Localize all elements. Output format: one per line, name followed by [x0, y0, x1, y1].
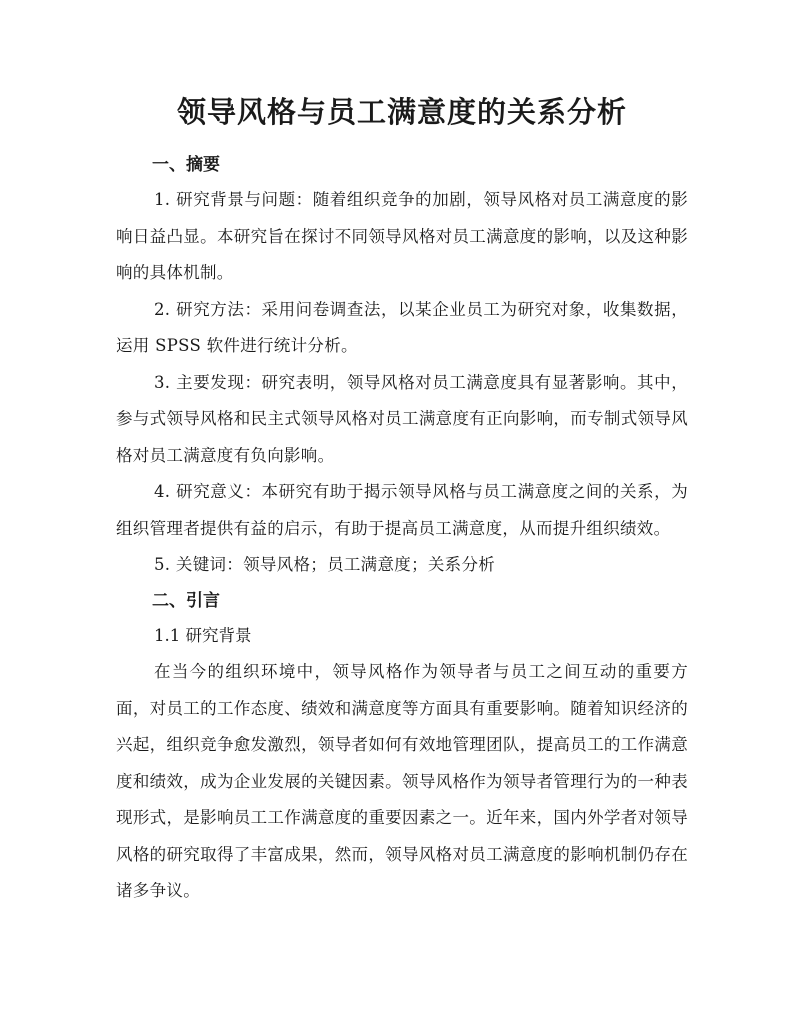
- abstract-paragraph-method: 2. 研究方法：采用问卷调查法，以某企业员工为研究对象，收集数据，运用 SPSS 软件进行统计分析。: [116, 299, 688, 355]
- section-heading-introduction: 二、引言: [152, 590, 220, 611]
- abstract-paragraph-background: 1. 研究背景与问题：随着组织竞争的加剧，领导风格对员工满意度的影响日益凸显。本研究旨在探讨不同领导风格对员工满意度的影响，以及这种影响的具体机制。: [116, 190, 688, 282]
- abstract-paragraph-findings: 3. 主要发现：研究表明，领导风格对员工满意度具有显著影响。其中，参与式领导风格和民主式领导风格对员工满意度有正向影响，而专制式领导风格对员工满意度有负向影响。: [116, 372, 688, 465]
- abstract-paragraph-significance: 4. 研究意义：本研究有助于揭示领导风格与员工满意度之间的关系，为组织管理者提供有益的启示，有助于提高员工满意度，从而提升组织绩效。: [116, 482, 688, 538]
- document-page: [116, 92, 688, 910]
- section-heading-abstract: 一、摘要: [152, 155, 220, 175]
- abstract-paragraph-keywords: 5. 关键词：领导风格；员工满意度；关系分析: [154, 555, 496, 574]
- introduction-paragraph: 在当今的组织环境中，领导风格作为领导者与员工之间互动的重要方面，对员工的工作态度、绩效和满意度等方面具有重要影响。随着知识经济的兴起，组织竞争愈发激烈，领导者如何有效地管理团队，提高员工的工作满意度和绩效，成为企业发展的关键因素。领导风格作为领导者管理行为的一种表现形式，是影响员工工作满意度的重要因素之一。近年来，国内外学者对领导风格的研究取得了丰富成果，然而，领导风格对员工满意度的影响机制仍存在诸多争议。: [116, 662, 688, 900]
- subsection-heading-background: 1.1 研究背景: [154, 625, 252, 645]
- document-title: 领导风格与员工满意度的关系分析: [176, 95, 627, 129]
